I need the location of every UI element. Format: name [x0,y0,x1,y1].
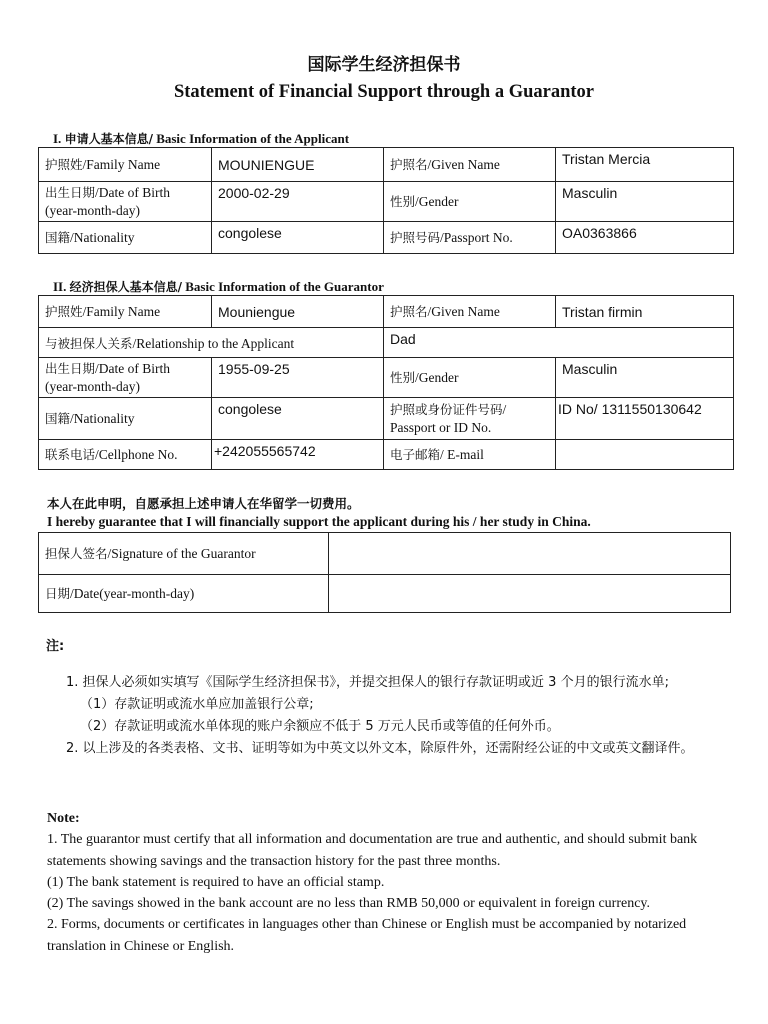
applicant-gender-label: 性别/Gender [384,182,556,222]
guarantor-nationality-field[interactable]: congolese [212,398,384,440]
notes-en-title: Note: [47,811,80,826]
section2-heading-cn: 经济担保人基本信息/ [69,280,183,294]
guarantor-gender-field[interactable]: Masculin [556,358,734,398]
section2-number: II. [53,279,67,294]
notes-cn-item-1-2: （2）存款证明或流水单体现的账户余额应不低于 5 万元人民币或等值的任何外币。 [80,719,560,734]
form-title-cn: 国际学生经济担保书 [307,55,461,75]
declaration-cn: 本人在此申明，自愿承担上述申请人在华留学一切费用。 [47,496,360,511]
guarantor-phone-label: 联系电话/Cellphone No. [39,440,212,470]
guarantor-contact-row [39,440,734,470]
applicant-given-name-field[interactable]: Tristan Mercia [556,148,734,182]
applicant-name-row [39,148,734,182]
applicant-dob-row [39,182,734,222]
guarantor-nationality-row [39,398,734,440]
section2-heading-en: Basic Information of the Guarantor [185,279,384,294]
notes-cn [40,636,730,760]
section1-number: I. [53,131,62,146]
guarantor-dob-label: 出生日期/Date of Birth (year-month-day) [39,358,212,398]
guarantor-family-name-label: 护照姓/Family Name [39,296,212,328]
declaration-en: I hereby guarantee that I will financially support the applicant during his / her study in China. [47,514,591,529]
applicant-given-name-label: 护照名/Given Name [384,148,556,182]
guarantor-id-field[interactable]: ID No/ 1311550130642 [556,398,734,440]
form-title-en: Statement of Financial Support through a Guarantor [173,82,595,102]
section1-heading [53,130,349,147]
guarantor-email-label: 电子邮箱/ E-mail [384,440,556,470]
applicant-nationality-row [39,222,734,254]
notes-en [47,808,727,957]
guarantor-nationality-label: 国籍/Nationality [39,398,212,440]
guarantor-name-row [39,296,734,328]
signature-label: 担保人签名/Signature of the Guarantor [39,533,329,575]
guarantor-given-name-field[interactable]: Tristan firmin [556,296,734,328]
notes-en-item-2: 2. Forms, documents or certificates in languages other than Chinese or English must be accompanied by notarized translation in Chinese or English. [47,917,687,954]
notes-cn-item-1-1: （1）存款证明或流水单应加盖银行公章; [80,697,314,712]
notes-cn-item-1: 1. 担保人必须如实填写《国际学生经济担保书》，并提交担保人的银行存款证明或近 3 个月的银行流水单; [66,675,669,690]
section1-heading-cn: 申请人基本信息/ [64,132,153,146]
applicant-nationality-field[interactable]: congolese [212,222,384,254]
applicant-dob-field[interactable]: 2000-02-29 [212,182,384,222]
notes-en-item-1-2: (2) The savings showed in the bank account are no less than RMB 50,000 or equivalent in foreign currency. [47,896,651,912]
applicant-passport-label: 护照号码/Passport No. [384,222,556,254]
applicant-family-name-field[interactable]: MOUNIENGUE [212,148,384,182]
guarantor-relationship-label: 与被担保人关系/Relationship to the Applicant [39,328,384,358]
notes-cn-title: 注: [46,639,65,654]
guarantor-info-table [38,295,734,470]
section2-heading [53,278,384,295]
guarantor-phone-field[interactable]: +242055565742 [212,440,384,470]
applicant-info-table [38,147,734,254]
notes-en-item-1: 1. The guarantor must certify that all information and documentation are true and authentic, and should submit bank statements showing savings and the transaction history for the past three months. [47,832,698,869]
section1-heading-en: Basic Information of the Applicant [156,131,350,146]
applicant-nationality-label: 国籍/Nationality [39,222,212,254]
guarantor-dob-row [39,358,734,398]
notes-cn-item-2: 2. 以上涉及的各类表格、文书、证明等如为中英文以外文本，除原件外，还需附经公证的中文或英文翻译件。 [66,741,694,756]
signature-row [39,533,731,575]
signature-date-label: 日期/Date(year-month-day) [39,575,329,613]
guarantor-relationship-row [39,328,734,358]
guarantor-email-field[interactable] [556,440,734,470]
signature-date-field[interactable] [329,575,731,613]
guarantor-id-label: 护照或身份证件号码/ Passport or ID No. [384,398,556,440]
guarantor-family-name-field[interactable]: Mouniengue [212,296,384,328]
guarantor-dob-field[interactable]: 1955-09-25 [212,358,384,398]
guarantor-given-name-label: 护照名/Given Name [384,296,556,328]
guarantor-relationship-field[interactable]: Dad [384,328,734,358]
signature-table [38,532,731,613]
applicant-passport-field[interactable]: OA0363866 [556,222,734,254]
applicant-dob-label: 出生日期/Date of Birth (year-month-day) [39,182,212,222]
signature-field[interactable] [329,533,731,575]
applicant-gender-field[interactable]: Masculin [556,182,734,222]
guarantor-gender-label: 性别/Gender [384,358,556,398]
notes-en-item-1-1: (1) The bank statement is required to have an official stamp. [47,874,385,890]
applicant-family-name-label: 护照姓/Family Name [39,148,212,182]
signature-date-row [39,575,731,613]
